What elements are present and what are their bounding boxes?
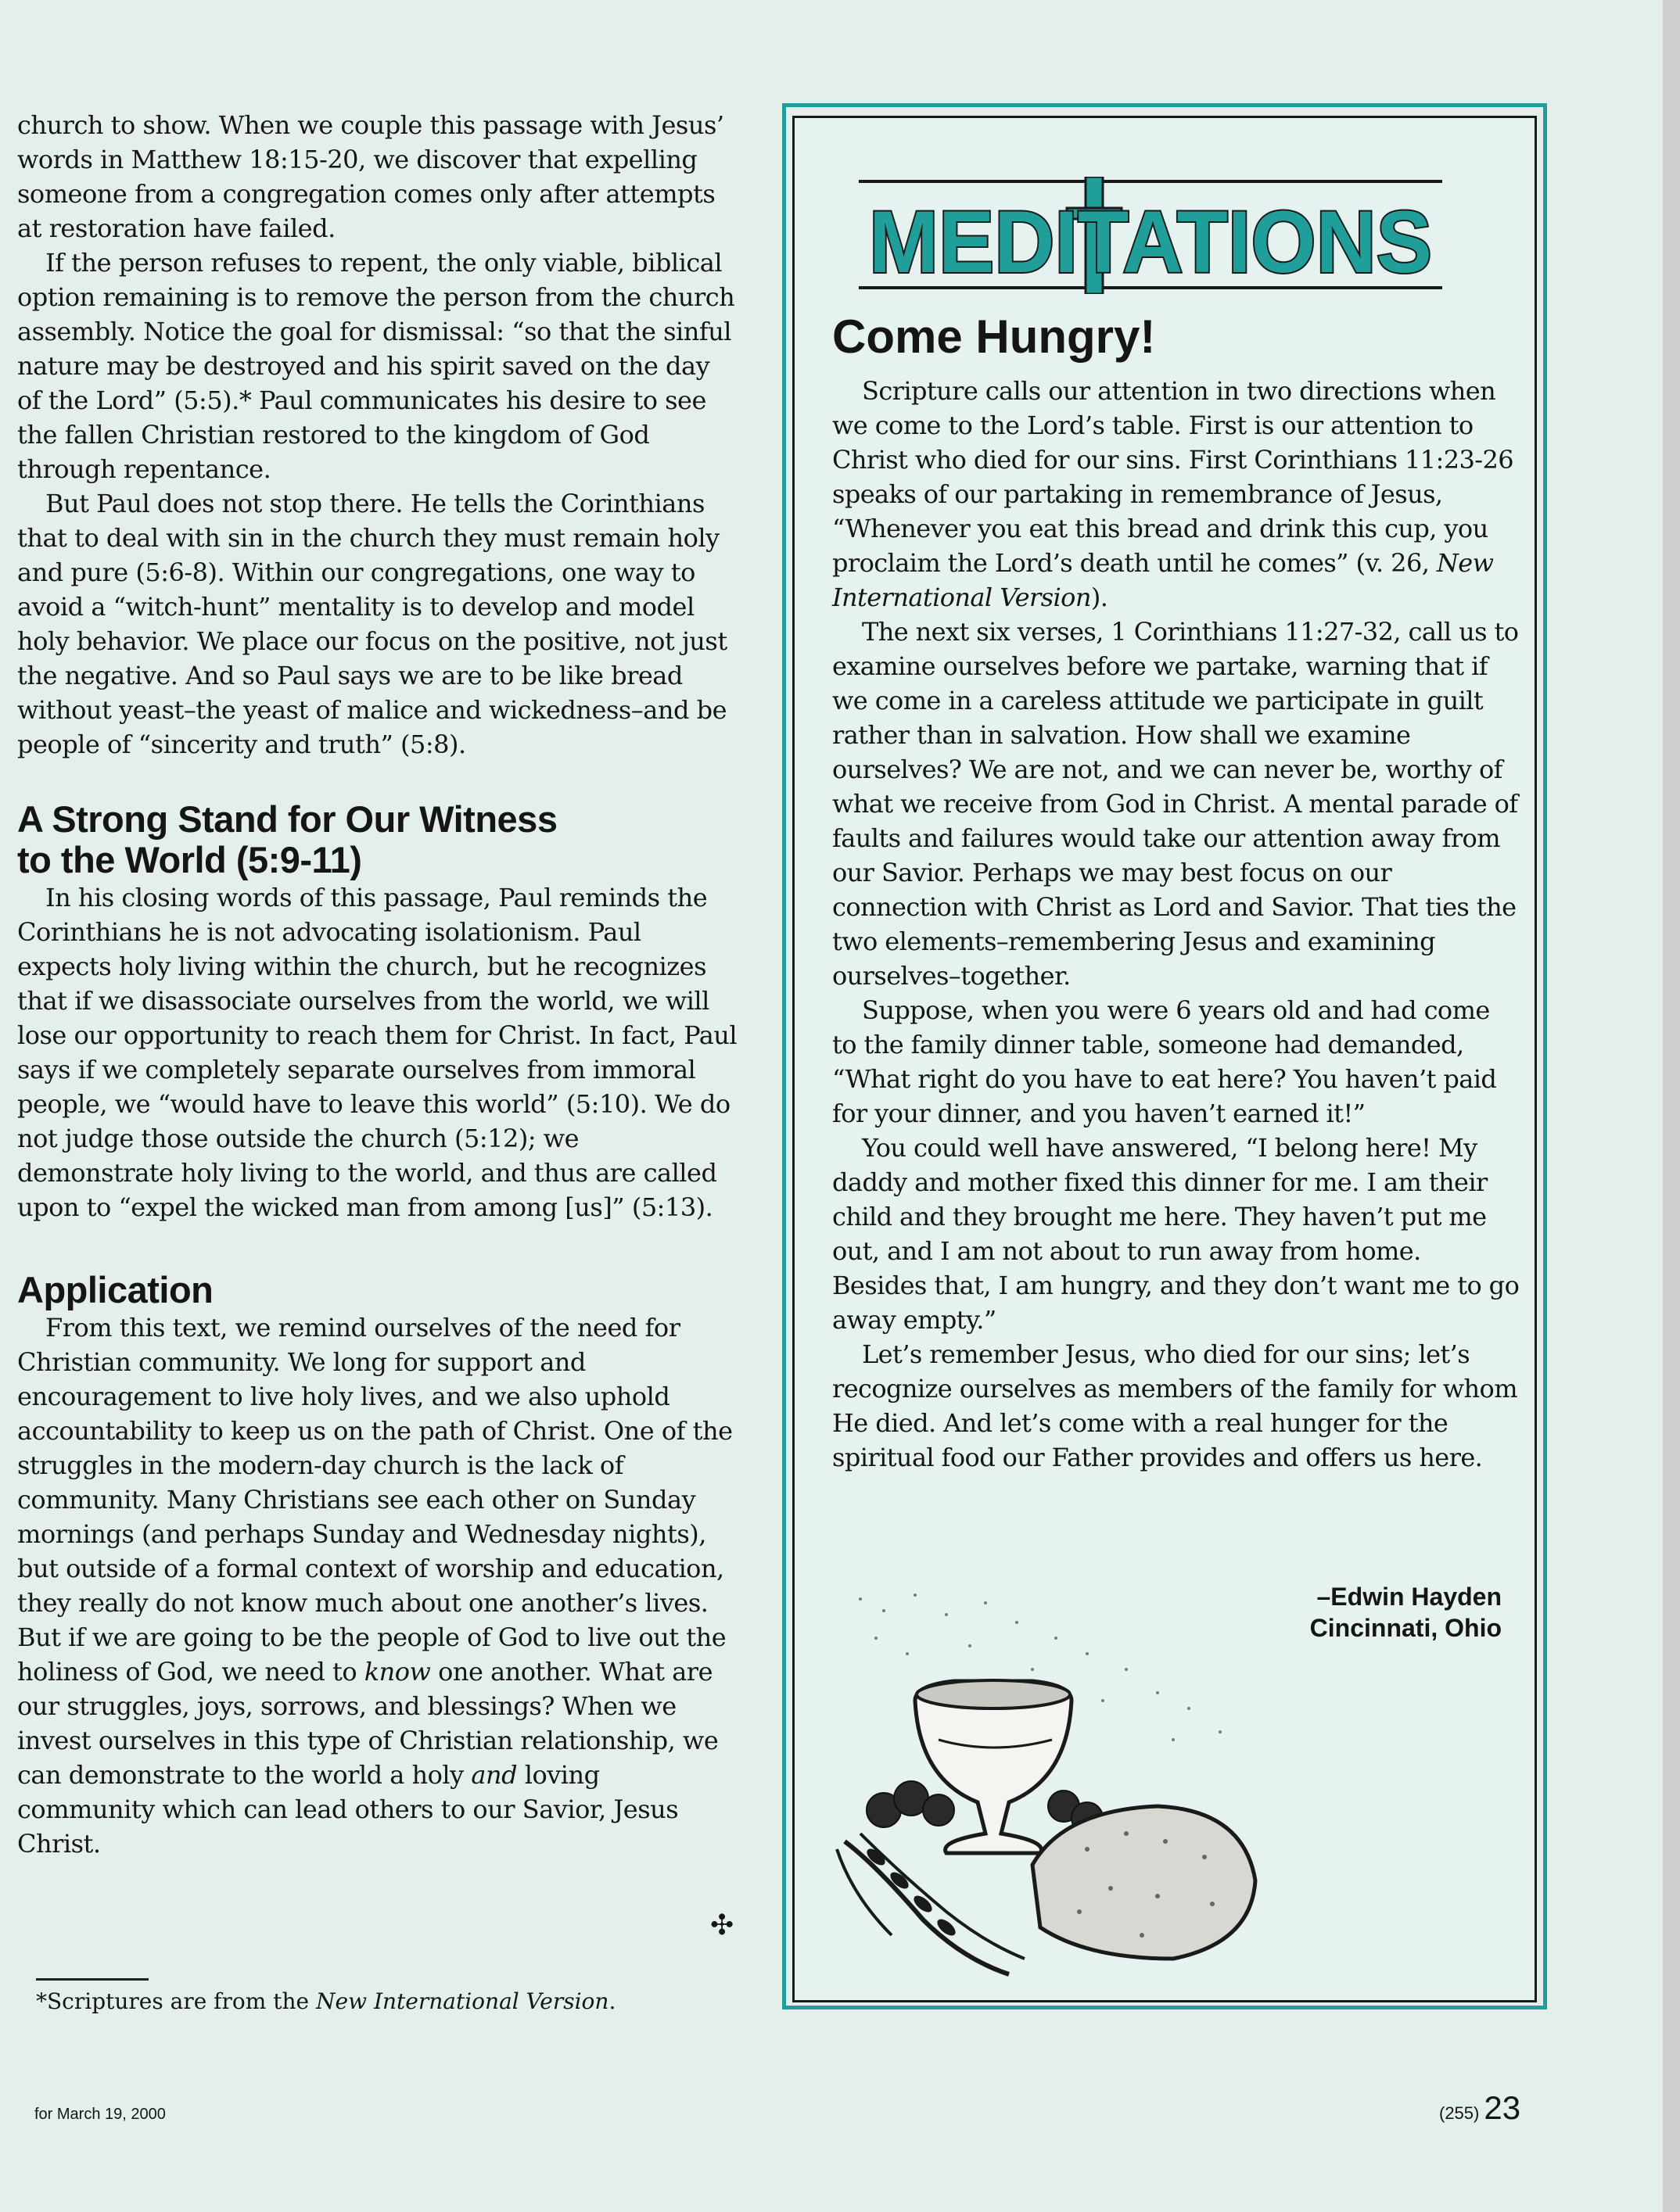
footnote-rule: [36, 1978, 149, 1981]
box-p1-em: New International Version: [832, 548, 1494, 612]
heading-witness-line1: A Strong Stand for Our Witness: [17, 798, 558, 840]
application-em-know: know: [364, 1657, 431, 1687]
paragraph-holy: But Paul does not stop there. He tells the Corinthians that to deal with sin in the church they must remain holy and pure (5:6-8). Within our congregations, one way to avoid a “witch-hunt” mentality is to develop and model holy behavior. We place our focus on the positive, not just the negative. And so Paul says we are to be like bread without yeast–the yeast of malice and wickedness–and be people of “sincerity and truth” (5:8).: [17, 489, 727, 759]
box-p1-text: Scripture calls our attention in two directions when we come to the Lord’s table. First is our attention to Christ who died for our sins. First Corinthians 11:23-26 speaks of our partaking in remembrance of Jesus, “Whenever you eat this bread and drink this cup, you proclaim the Lord’s death until he comes” (v. 26,: [832, 376, 1513, 578]
box-paragraph-3: Suppose, when you were 6 years old and had come to the family dinner table, someone had demanded, “What right do you have to eat here? You haven’t paid for your dinner, and you haven’t earned it!”: [832, 995, 1497, 1128]
box-paragraph-4: You could well have answered, “I belong here! My daddy and mother fixed this dinner for me. I am their child and they brought me here. They haven’t put me out, and I am not about to run away from home. Besides that, I am hungry, and they don’t want me to go away empty.”: [832, 1133, 1520, 1335]
issue-date: for March 19, 2000: [34, 2106, 166, 2123]
box-paragraph-1: [832, 374, 1520, 615]
paragraph-application: [17, 1310, 738, 1861]
box-paragraph-2: The next six verses, 1 Corinthians 11:27-32, call us to examine ourselves before we partake, warning that if we come in a careless attitude we participate in guilt rather than in salvation. How shall we examine ourselves? We are not, and we can never be, worthy of what we receive from God in Christ. A mental parade of faults and failures would take our attention away from our Savior. Perhaps we may best focus on our connection with Christ as Lord and Savior. That ties the two elements–remembering Jesus and examining ourselves–together.: [832, 617, 1519, 991]
application-em-and: and: [471, 1760, 518, 1790]
heading-witness-line2: to the World (5:9-11): [17, 839, 362, 880]
box-title: Come Hungry!: [832, 310, 1156, 363]
page-small: (255): [1439, 2103, 1480, 2123]
paragraph-repent: If the person refuses to repent, the only viable, biblical option remaining is to remove the person from the church assembly. Notice the goal for dismissal: “so that the sinful nature may be destroyed and his spirit saved on the day of the Lord” (5:5).* Paul communicates his desire to see the fallen Christian restored to the kingdom of God through repentance.: [17, 248, 735, 484]
footnote: [36, 1988, 616, 2016]
box-paragraph-5: Let’s remember Jesus, who died for our sins; let’s recognize ourselves as members of the family for whom He died. And let’s come with a real hunger for the spiritual food our Father provides and offers us here.: [832, 1339, 1517, 1472]
footnote-end: .: [608, 1988, 616, 2014]
end-mark: ✣: [710, 1909, 734, 1941]
footnote-em: New International Version: [316, 1988, 609, 2014]
heading-application: Application: [17, 1269, 214, 1310]
meditations-banner-text: MEDITATIONS: [869, 193, 1432, 291]
footnote-text: *Scriptures are from the: [36, 1988, 316, 2014]
page-edge: [1663, 0, 1680, 2212]
page-folio: [1439, 2089, 1520, 2127]
meditations-banner: [859, 177, 1442, 294]
paragraph-witness: In his closing words of this passage, Paul reminds the Corinthians he is not advocating isolationism. Paul expects holy living within the church, but he recognizes that if we disassociate ourselves from the world, we will lose our opportunity to reach them for Christ. In fact, Paul says if we completely separate ourselves from immoral people, we “would have to leave this world” (5:10). We do not judge those outside the church (5:12); we demonstrate holy living to the world, and thus are called upon to “expel the wicked man from among [us]” (5:13).: [17, 883, 738, 1222]
communion-cup-bread-illustration: [829, 1583, 1267, 1990]
byline: [1236, 1581, 1502, 1644]
box-p1-end: ).: [1090, 583, 1108, 612]
application-text-2: one another. What are our struggles, joys, sorrows, and blessings? When we invest ourselves in this type of Christian relationship, we can demonstrate to the world a holy: [17, 1657, 719, 1790]
page-number: 23: [1484, 2089, 1521, 2126]
byline-name: –Edwin Hayden: [1316, 1583, 1502, 1611]
box-body: [832, 374, 1520, 1475]
intro-paragraph: church to show. When we couple this passage with Jesus’ words in Matthew 18:15-20, we discover that expelling someone from a congregation comes only after attempts at restoration have failed.: [17, 110, 724, 243]
byline-place: Cincinnati, Ohio: [1309, 1614, 1502, 1642]
heading-witness: [17, 799, 738, 880]
application-text-3: loving community which can lead others to our Savior, Jesus Christ.: [17, 1760, 679, 1859]
left-column: [17, 108, 738, 1861]
application-text-1: From this text, we remind ourselves of the need for Christian community. We long for support and encouragement to live holy lives, and we also uphold accountability to keep us on the path of Christ. One of the struggles in the modern-day church is the lack of community. Many Christians see each other on Sunday mornings (and perhaps Sunday and Wednesday nights), but outside of a formal context of worship and education, they really do not know much about one another’s lives. But if we are going to be the people of God to live out the holiness of God, we need to: [17, 1313, 733, 1687]
